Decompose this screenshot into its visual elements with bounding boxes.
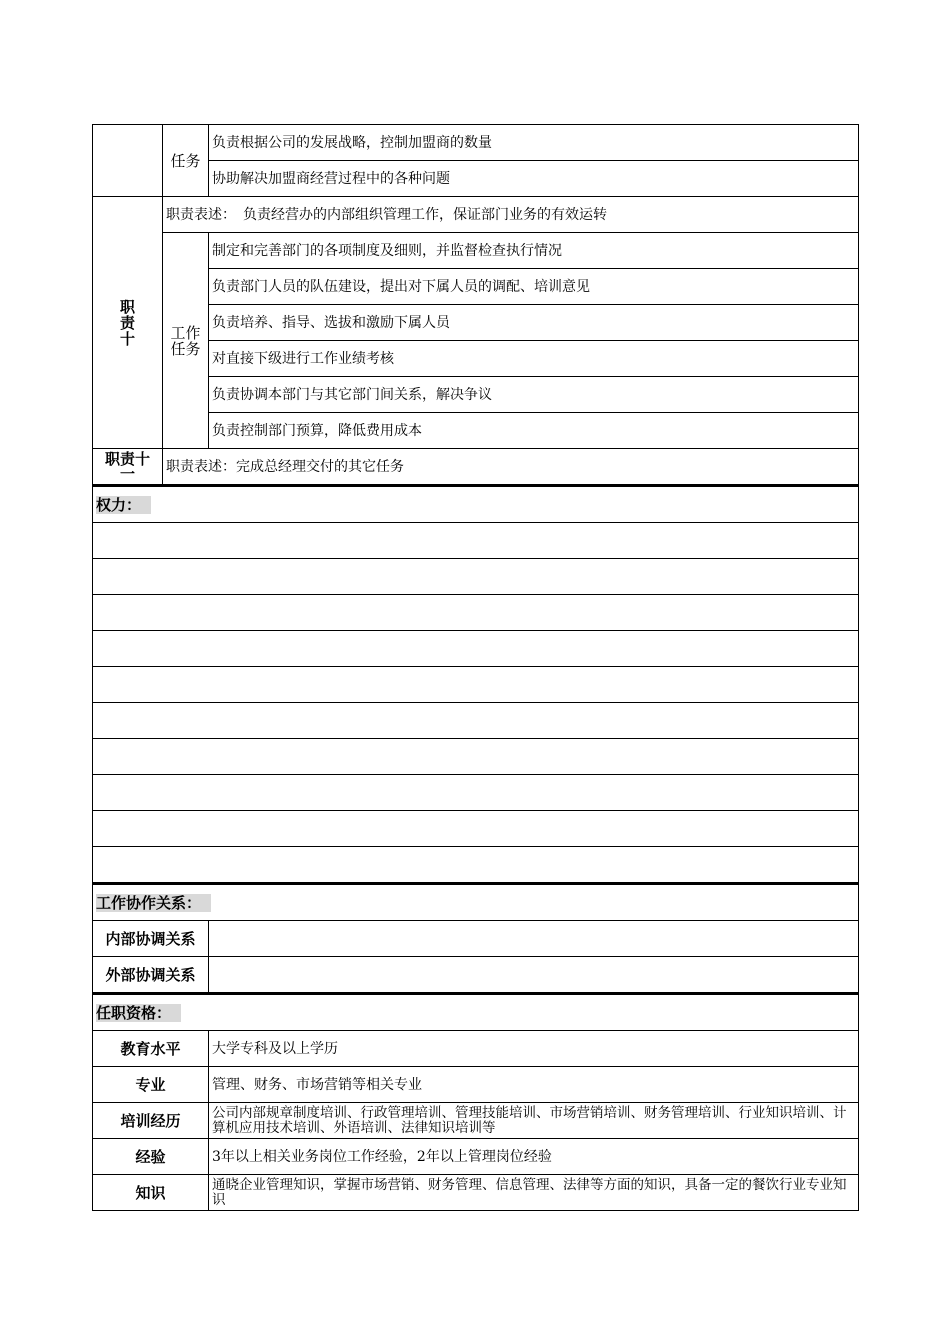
external-coordination-value — [209, 957, 859, 993]
duties-table — [92, 124, 859, 485]
blank-row — [93, 811, 859, 847]
cooperation-title: 工作协作关系： — [96, 894, 211, 912]
blank-row — [93, 667, 859, 703]
work-task-label-text: 工作任务 — [170, 323, 201, 358]
internal-coordination-value — [209, 921, 859, 957]
duty-10-label-text: 职责十 — [119, 297, 135, 348]
table-row — [93, 994, 859, 1031]
table-row — [93, 884, 859, 921]
duty-11-label — [93, 449, 163, 485]
education-label: 教育水平 — [93, 1031, 209, 1067]
blank-row — [93, 523, 859, 559]
task-item: 负责根据公司的发展战略，控制加盟商的数量 — [209, 125, 859, 161]
blank-row — [93, 559, 859, 595]
task-item: 负责培养、指导、选拔和激励下属人员 — [209, 305, 859, 341]
education-value: 大学专科及以上学历 — [209, 1031, 859, 1067]
authority-title: 权力： — [96, 496, 151, 514]
table-row — [93, 125, 859, 161]
table-row — [93, 486, 859, 523]
blank-row — [93, 703, 859, 739]
table-row — [93, 1031, 859, 1067]
table-row — [93, 1175, 859, 1211]
external-coordination-label: 外部协调关系 — [93, 957, 209, 993]
task-label: 任务 — [163, 125, 209, 197]
blank-row — [93, 631, 859, 667]
blank-row — [93, 775, 859, 811]
task-item: 负责部门人员的队伍建设，提出对下属人员的调配、培训意见 — [209, 269, 859, 305]
duty-11-label-text: 职责十一 — [104, 449, 150, 483]
training-label: 培训经历 — [93, 1103, 209, 1139]
job-description-page — [92, 124, 859, 1211]
knowledge-value: 通晓企业管理知识，掌握市场营销、财务管理、信息管理、法律等方面的知识，具备一定的餐饮行业专业知识 — [209, 1175, 859, 1211]
blank-row — [93, 595, 859, 631]
table-row — [93, 1103, 859, 1139]
authority-title-cell — [93, 486, 859, 523]
blank-row — [93, 739, 859, 775]
duty-10-statement: 职责表述： 负责经营办的内部组织管理工作，保证部门业务的有效运转 — [163, 197, 859, 233]
duty-10-label — [93, 197, 163, 449]
cooperation-title-cell — [93, 884, 859, 921]
cooperation-table — [92, 883, 859, 993]
task-item: 负责协调本部门与其它部门间关系，解决争议 — [209, 377, 859, 413]
work-task-label — [163, 233, 209, 449]
experience-value: 3年以上相关业务岗位工作经验，2年以上管理岗位经验 — [209, 1139, 859, 1175]
task-item: 协助解决加盟商经营过程中的各种问题 — [209, 161, 859, 197]
internal-coordination-label: 内部协调关系 — [93, 921, 209, 957]
task-item: 制定和完善部门的各项制度及细则，并监督检查执行情况 — [209, 233, 859, 269]
training-value: 公司内部规章制度培训、行政管理培训、管理技能培训、市场营销培训、财务管理培训、行业知识培训、计算机应用技术培训、外语培训、法律知识培训等 — [209, 1103, 859, 1139]
authority-table — [92, 485, 859, 883]
task-item: 负责控制部门预算，降低费用成本 — [209, 413, 859, 449]
knowledge-label: 知识 — [93, 1175, 209, 1211]
duty-11-statement: 职责表述：完成总经理交付的其它任务 — [163, 449, 859, 485]
table-row — [93, 449, 859, 485]
experience-label: 经验 — [93, 1139, 209, 1175]
table-row — [93, 921, 859, 957]
table-row — [93, 233, 859, 269]
qualification-table — [92, 993, 859, 1211]
qualification-title-cell — [93, 994, 859, 1031]
duty-label-cell — [93, 125, 163, 197]
table-row — [93, 957, 859, 993]
qualification-title: 任职资格： — [96, 1004, 181, 1022]
table-row — [93, 1067, 859, 1103]
task-item: 对直接下级进行工作业绩考核 — [209, 341, 859, 377]
blank-row — [93, 847, 859, 883]
major-label: 专业 — [93, 1067, 209, 1103]
table-row — [93, 1139, 859, 1175]
major-value: 管理、财务、市场营销等相关专业 — [209, 1067, 859, 1103]
table-row — [93, 197, 859, 233]
